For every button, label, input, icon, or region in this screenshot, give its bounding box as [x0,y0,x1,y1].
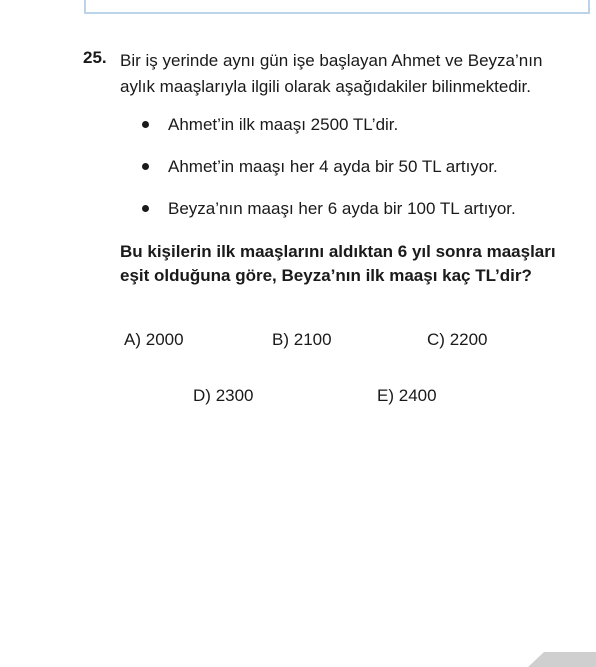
option-value: 2200 [449,330,488,349]
option-d[interactable] [193,386,254,406]
bullet-icon [142,205,149,212]
option-e[interactable] [377,386,437,406]
bullet-icon [142,121,149,128]
option-letter: A) [124,330,141,349]
option-letter: B) [272,330,289,349]
fact-item [120,114,580,156]
option-letter: E) [377,386,394,405]
fact-text: Ahmet’in maaşı her 4 ayda bir 50 TL artıyor. [168,157,498,176]
option-letter: D) [193,386,211,405]
fact-item [120,198,580,240]
question-number: 25. [83,48,107,67]
fact-text: Beyza’nın maaşı her 6 ayda bir 100 TL artıyor. [168,199,516,218]
fact-item [120,156,580,198]
facts-list [120,114,580,240]
question-stem: Bir iş yerinde aynı gün işe başlayan Ahmet ve Beyza’nın aylık maaşlarıyla ilgili olarak aşağıdakiler bilinmektedir. [120,51,543,96]
previous-question-box [84,0,590,14]
option-value: 2000 [145,330,184,349]
option-b[interactable] [272,330,332,350]
option-letter: C) [427,330,445,349]
fact-text: Ahmet’in ilk maaşı 2500 TL’dir. [168,115,399,134]
question-prompt: Bu kişilerin ilk maaşlarını aldıktan 6 yıl sonra maaşları eşit olduğuna göre, Beyza’nın ilk maaşı kaç TL’dir? [120,242,556,285]
option-value: 2100 [293,330,332,349]
option-value: 2400 [398,386,437,405]
bullet-icon [142,163,149,170]
option-value: 2300 [215,386,254,405]
option-a[interactable] [124,330,184,350]
page-corner-decoration [528,652,544,667]
page-corner-decoration [544,652,596,667]
option-c[interactable] [427,330,488,350]
